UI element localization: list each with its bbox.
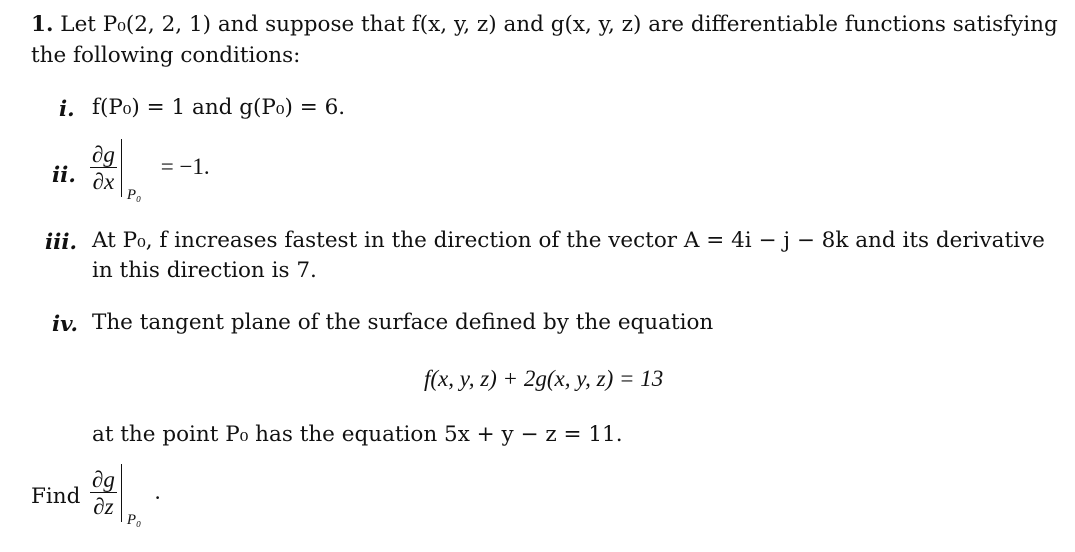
condition-ii-expression [90, 139, 210, 203]
condition-iii-line-2: in this direction is 7. [92, 258, 317, 283]
partial-g-x-fraction [90, 143, 117, 193]
intro-line-2: the following conditions: [31, 43, 301, 68]
intro-line-1 [31, 14, 1058, 36]
fraction-numerator: ∂g [92, 142, 115, 167]
condition-iv-line-1: The tangent plane of the surface defined by the equation [92, 310, 714, 335]
find-expression [90, 464, 161, 528]
condition-ii-label: ii. [52, 163, 76, 188]
evaluation-bar [121, 139, 146, 203]
find-trailing: . [154, 479, 161, 504]
eval-point: P₀ [126, 187, 142, 203]
condition-i-text: f(P₀) = 1 and g(P₀) = 6. [92, 95, 346, 120]
find-label: Find [31, 484, 81, 509]
condition-iv-line-2: at the point P₀ has the equation 5x + y − z = 11. [92, 422, 623, 447]
display-equation: f(x, y, z) + 2g(x, y, z) = 13 [424, 366, 664, 391]
condition-iv-label: iv. [52, 312, 78, 337]
fraction-denominator: ∂x [92, 169, 115, 194]
condition-iii-label: iii. [45, 230, 77, 255]
partial-g-z-fraction [90, 468, 117, 518]
problem-number: 1. [31, 12, 54, 37]
condition-iii-line-1: At P₀, f increases fastest in the direction of the vector A = 4i − j − 8k and its derivative [92, 228, 1045, 253]
fraction-numerator: ∂g [92, 467, 115, 492]
condition-i-label: i. [59, 97, 75, 122]
eval-point: P₀ [126, 512, 142, 528]
fraction-denominator: ∂z [93, 494, 114, 519]
intro-text-1: Let P₀(2, 2, 1) and suppose that f(x, y, z) and g(x, y, z) are differentiable functions satisfying [60, 12, 1058, 37]
evaluation-bar [121, 464, 146, 528]
condition-ii-rhs: = −1. [160, 154, 210, 179]
